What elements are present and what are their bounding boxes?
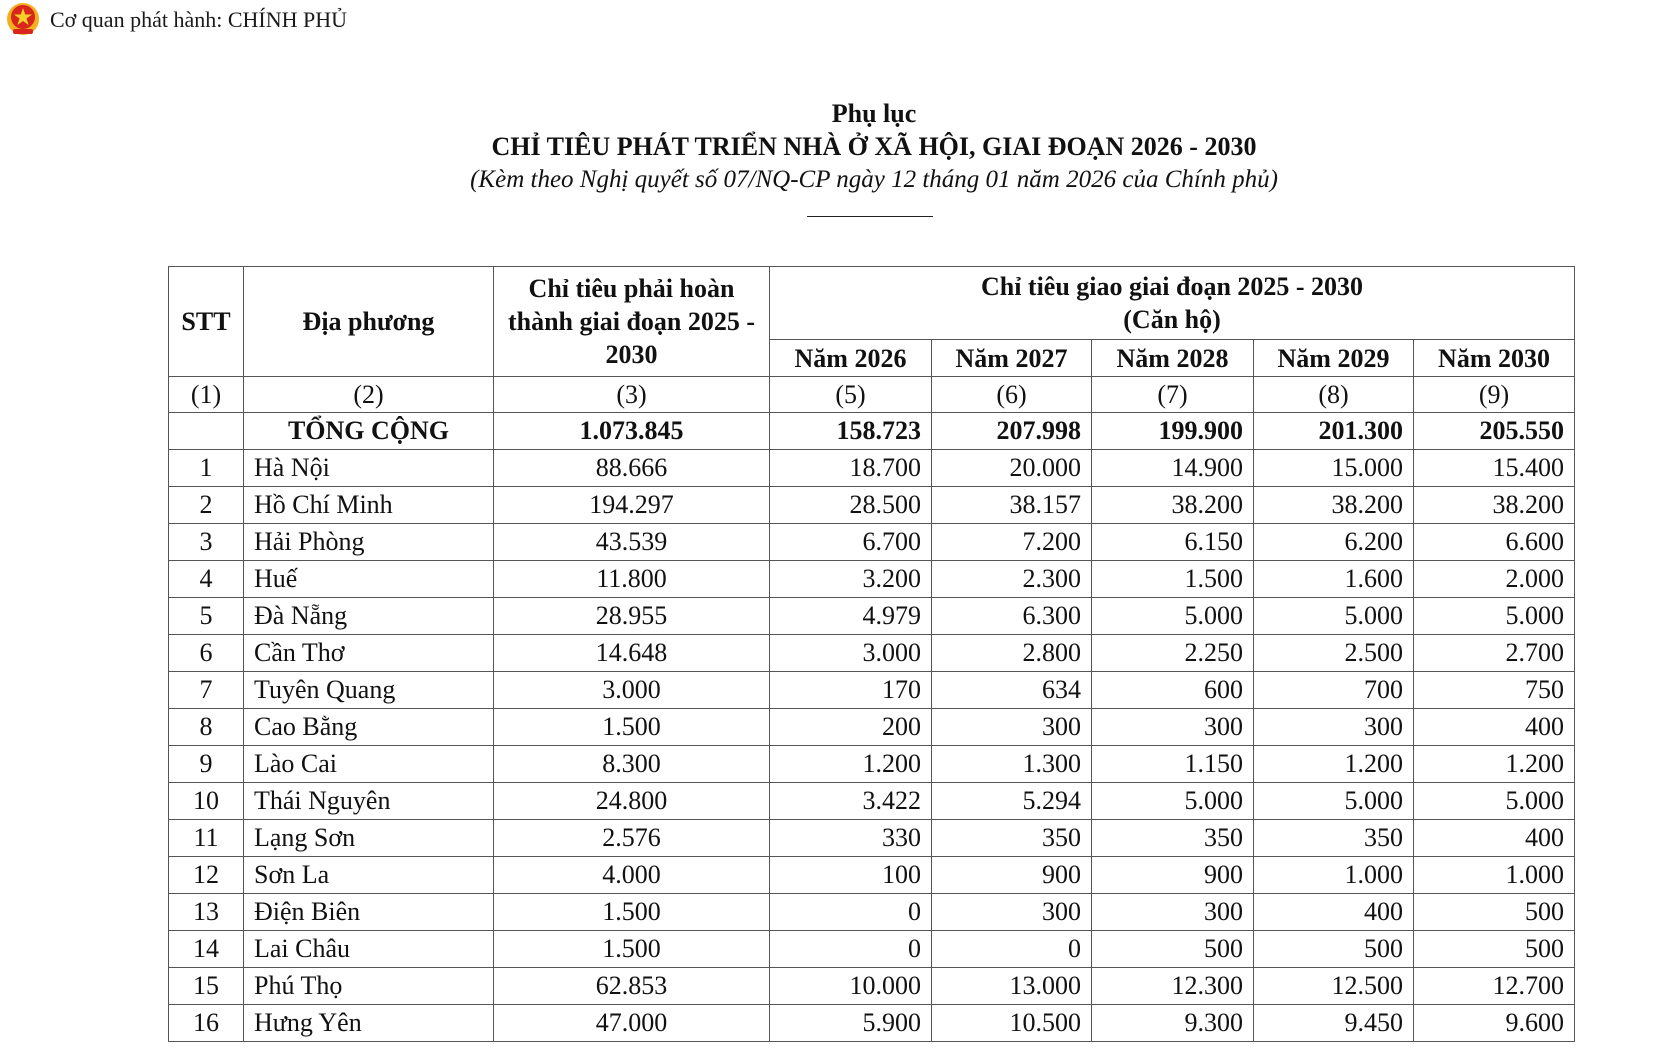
row-year-2030: 5.000 xyxy=(1414,598,1575,635)
header-year-2027: Năm 2027 xyxy=(932,340,1092,377)
row-year-2027: 900 xyxy=(932,857,1092,894)
row-locality: Hưng Yên xyxy=(244,1005,494,1042)
row-year-2028: 38.200 xyxy=(1092,487,1254,524)
row-year-2029: 12.500 xyxy=(1254,968,1414,1005)
column-index: (7) xyxy=(1092,377,1254,413)
row-stt: 12 xyxy=(169,857,244,894)
row-target: 8.300 xyxy=(494,746,770,783)
header-target-total: Chỉ tiêu phải hoàn thành giai đoạn 2025 - 2030 xyxy=(494,267,770,377)
row-year-2026: 3.422 xyxy=(770,783,932,820)
table-row xyxy=(169,1005,1575,1042)
table-row xyxy=(169,783,1575,820)
row-target: 1.500 xyxy=(494,709,770,746)
row-year-2026: 6.700 xyxy=(770,524,932,561)
row-year-2030: 2.700 xyxy=(1414,635,1575,672)
row-target: 47.000 xyxy=(494,1005,770,1042)
row-stt: 6 xyxy=(169,635,244,672)
row-target: 88.666 xyxy=(494,450,770,487)
row-year-2026: 3.000 xyxy=(770,635,932,672)
row-locality: Hải Phòng xyxy=(244,524,494,561)
row-year-2026: 170 xyxy=(770,672,932,709)
issuer-label: Cơ quan phát hành: CHÍNH PHỦ xyxy=(50,7,347,32)
row-year-2030: 500 xyxy=(1414,931,1575,968)
row-year-2026: 5.900 xyxy=(770,1005,932,1042)
row-year-2029: 1.600 xyxy=(1254,561,1414,598)
row-year-2029: 5.000 xyxy=(1254,783,1414,820)
table-row xyxy=(169,820,1575,857)
column-index: (9) xyxy=(1414,377,1575,413)
table-row xyxy=(169,598,1575,635)
row-year-2028: 300 xyxy=(1092,709,1254,746)
total-target: 1.073.845 xyxy=(494,413,770,450)
header-stt: STT xyxy=(169,267,244,377)
row-locality: Lạng Sơn xyxy=(244,820,494,857)
row-year-2028: 350 xyxy=(1092,820,1254,857)
row-stt: 9 xyxy=(169,746,244,783)
row-year-2030: 5.000 xyxy=(1414,783,1575,820)
row-target: 62.853 xyxy=(494,968,770,1005)
header-assigned-group xyxy=(770,267,1575,340)
row-stt: 16 xyxy=(169,1005,244,1042)
row-year-2026: 330 xyxy=(770,820,932,857)
row-year-2027: 5.294 xyxy=(932,783,1092,820)
row-year-2027: 2.800 xyxy=(932,635,1092,672)
title-divider xyxy=(807,216,933,217)
header-year-2029: Năm 2029 xyxy=(1254,340,1414,377)
total-year-2027: 207.998 xyxy=(932,413,1092,450)
appendix-heading: Phụ lục xyxy=(831,99,917,128)
table-row xyxy=(169,524,1575,561)
national-emblem-icon xyxy=(4,2,42,38)
row-year-2030: 2.000 xyxy=(1414,561,1575,598)
row-year-2030: 400 xyxy=(1414,820,1575,857)
row-year-2029: 400 xyxy=(1254,894,1414,931)
row-year-2030: 15.400 xyxy=(1414,450,1575,487)
row-stt: 4 xyxy=(169,561,244,598)
row-year-2030: 500 xyxy=(1414,894,1575,931)
row-year-2027: 20.000 xyxy=(932,450,1092,487)
row-year-2026: 3.200 xyxy=(770,561,932,598)
row-stt: 1 xyxy=(169,450,244,487)
row-year-2028: 600 xyxy=(1092,672,1254,709)
table-row xyxy=(169,746,1575,783)
total-year-2026: 158.723 xyxy=(770,413,932,450)
column-index: (5) xyxy=(770,377,932,413)
row-stt: 8 xyxy=(169,709,244,746)
row-year-2029: 38.200 xyxy=(1254,487,1414,524)
row-target: 1.500 xyxy=(494,931,770,968)
row-year-2029: 700 xyxy=(1254,672,1414,709)
row-target: 11.800 xyxy=(494,561,770,598)
header-year-2028: Năm 2028 xyxy=(1092,340,1254,377)
row-stt: 2 xyxy=(169,487,244,524)
row-stt: 5 xyxy=(169,598,244,635)
row-year-2029: 6.200 xyxy=(1254,524,1414,561)
row-year-2027: 300 xyxy=(932,709,1092,746)
row-locality: Đà Nẵng xyxy=(244,598,494,635)
row-year-2026: 10.000 xyxy=(770,968,932,1005)
column-index-row xyxy=(169,377,1575,413)
row-locality: Lào Cai xyxy=(244,746,494,783)
row-year-2027: 7.200 xyxy=(932,524,1092,561)
housing-target-table xyxy=(168,266,1575,1042)
row-stt: 13 xyxy=(169,894,244,931)
table-row xyxy=(169,857,1575,894)
row-year-2028: 9.300 xyxy=(1092,1005,1254,1042)
row-year-2027: 634 xyxy=(932,672,1092,709)
row-stt: 14 xyxy=(169,931,244,968)
row-year-2026: 1.200 xyxy=(770,746,932,783)
column-index: (2) xyxy=(244,377,494,413)
row-locality: Phú Thọ xyxy=(244,968,494,1005)
row-locality: Cao Bằng xyxy=(244,709,494,746)
row-year-2030: 400 xyxy=(1414,709,1575,746)
row-locality: Điện Biên xyxy=(244,894,494,931)
row-year-2028: 300 xyxy=(1092,894,1254,931)
row-stt: 11 xyxy=(169,820,244,857)
row-year-2029: 5.000 xyxy=(1254,598,1414,635)
row-locality: Thái Nguyên xyxy=(244,783,494,820)
row-locality: Lai Châu xyxy=(244,931,494,968)
row-target: 24.800 xyxy=(494,783,770,820)
row-year-2030: 1.000 xyxy=(1414,857,1575,894)
total-year-2028: 199.900 xyxy=(1092,413,1254,450)
row-year-2028: 6.150 xyxy=(1092,524,1254,561)
row-year-2027: 350 xyxy=(932,820,1092,857)
row-year-2030: 9.600 xyxy=(1414,1005,1575,1042)
row-year-2027: 1.300 xyxy=(932,746,1092,783)
total-year-2030: 205.550 xyxy=(1414,413,1575,450)
header-locality: Địa phương xyxy=(244,267,494,377)
row-target: 2.576 xyxy=(494,820,770,857)
row-year-2027: 13.000 xyxy=(932,968,1092,1005)
row-year-2029: 9.450 xyxy=(1254,1005,1414,1042)
row-year-2027: 6.300 xyxy=(932,598,1092,635)
row-year-2030: 12.700 xyxy=(1414,968,1575,1005)
row-year-2026: 0 xyxy=(770,894,932,931)
row-target: 1.500 xyxy=(494,894,770,931)
row-target: 3.000 xyxy=(494,672,770,709)
row-year-2027: 2.300 xyxy=(932,561,1092,598)
row-year-2026: 100 xyxy=(770,857,932,894)
table-row xyxy=(169,931,1575,968)
column-index: (3) xyxy=(494,377,770,413)
row-year-2027: 0 xyxy=(932,931,1092,968)
row-year-2028: 900 xyxy=(1092,857,1254,894)
table-row xyxy=(169,672,1575,709)
row-year-2028: 14.900 xyxy=(1092,450,1254,487)
row-year-2029: 300 xyxy=(1254,709,1414,746)
row-year-2028: 1.150 xyxy=(1092,746,1254,783)
row-target: 194.297 xyxy=(494,487,770,524)
table-row xyxy=(169,968,1575,1005)
total-stt xyxy=(169,413,244,450)
row-locality: Hồ Chí Minh xyxy=(244,487,494,524)
row-year-2029: 2.500 xyxy=(1254,635,1414,672)
column-index: (1) xyxy=(169,377,244,413)
row-year-2030: 1.200 xyxy=(1414,746,1575,783)
row-year-2026: 28.500 xyxy=(770,487,932,524)
total-year-2029: 201.300 xyxy=(1254,413,1414,450)
row-stt: 3 xyxy=(169,524,244,561)
issuer-header xyxy=(4,2,347,38)
row-year-2029: 500 xyxy=(1254,931,1414,968)
row-year-2030: 38.200 xyxy=(1414,487,1575,524)
table-row xyxy=(169,561,1575,598)
table-row xyxy=(169,450,1575,487)
row-target: 28.955 xyxy=(494,598,770,635)
row-year-2028: 1.500 xyxy=(1092,561,1254,598)
row-year-2026: 4.979 xyxy=(770,598,932,635)
total-label: TỔNG CỘNG xyxy=(244,413,494,450)
table-row xyxy=(169,635,1575,672)
row-year-2028: 500 xyxy=(1092,931,1254,968)
row-target: 14.648 xyxy=(494,635,770,672)
header-year-2030: Năm 2030 xyxy=(1414,340,1575,377)
row-year-2026: 18.700 xyxy=(770,450,932,487)
row-year-2029: 1.000 xyxy=(1254,857,1414,894)
row-year-2028: 5.000 xyxy=(1092,598,1254,635)
column-index: (6) xyxy=(932,377,1092,413)
row-locality: Hà Nội xyxy=(244,450,494,487)
row-stt: 7 xyxy=(169,672,244,709)
document-title-block xyxy=(0,98,1679,196)
row-year-2026: 0 xyxy=(770,931,932,968)
row-year-2029: 15.000 xyxy=(1254,450,1414,487)
table-row xyxy=(169,487,1575,524)
row-stt: 15 xyxy=(169,968,244,1005)
row-locality: Tuyên Quang xyxy=(244,672,494,709)
row-year-2027: 38.157 xyxy=(932,487,1092,524)
row-locality: Cần Thơ xyxy=(244,635,494,672)
header-assigned-line1: Chỉ tiêu giao giai đoạn 2025 - 2030 xyxy=(980,272,1364,301)
header-year-2026: Năm 2026 xyxy=(770,340,932,377)
row-target: 43.539 xyxy=(494,524,770,561)
row-locality: Huế xyxy=(244,561,494,598)
row-year-2030: 750 xyxy=(1414,672,1575,709)
row-target: 4.000 xyxy=(494,857,770,894)
table-row xyxy=(169,709,1575,746)
document-subtitle: (Kèm theo Nghị quyết số 07/NQ-CP ngày 12 tháng 01 năm 2026 của Chính phủ) xyxy=(470,166,1278,193)
row-year-2026: 200 xyxy=(770,709,932,746)
row-year-2028: 5.000 xyxy=(1092,783,1254,820)
row-year-2027: 300 xyxy=(932,894,1092,931)
row-year-2030: 6.600 xyxy=(1414,524,1575,561)
row-year-2029: 1.200 xyxy=(1254,746,1414,783)
document-title: CHỈ TIÊU PHÁT TRIỂN NHÀ Ở XÃ HỘI, GIAI ĐOẠN 2026 - 2030 xyxy=(491,132,1257,161)
row-locality: Sơn La xyxy=(244,857,494,894)
total-row xyxy=(169,413,1575,450)
row-stt: 10 xyxy=(169,783,244,820)
column-index: (8) xyxy=(1254,377,1414,413)
row-year-2029: 350 xyxy=(1254,820,1414,857)
header-assigned-line2: (Căn hộ) xyxy=(1123,305,1221,334)
row-year-2027: 10.500 xyxy=(932,1005,1092,1042)
table-row xyxy=(169,894,1575,931)
row-year-2028: 2.250 xyxy=(1092,635,1254,672)
row-year-2028: 12.300 xyxy=(1092,968,1254,1005)
